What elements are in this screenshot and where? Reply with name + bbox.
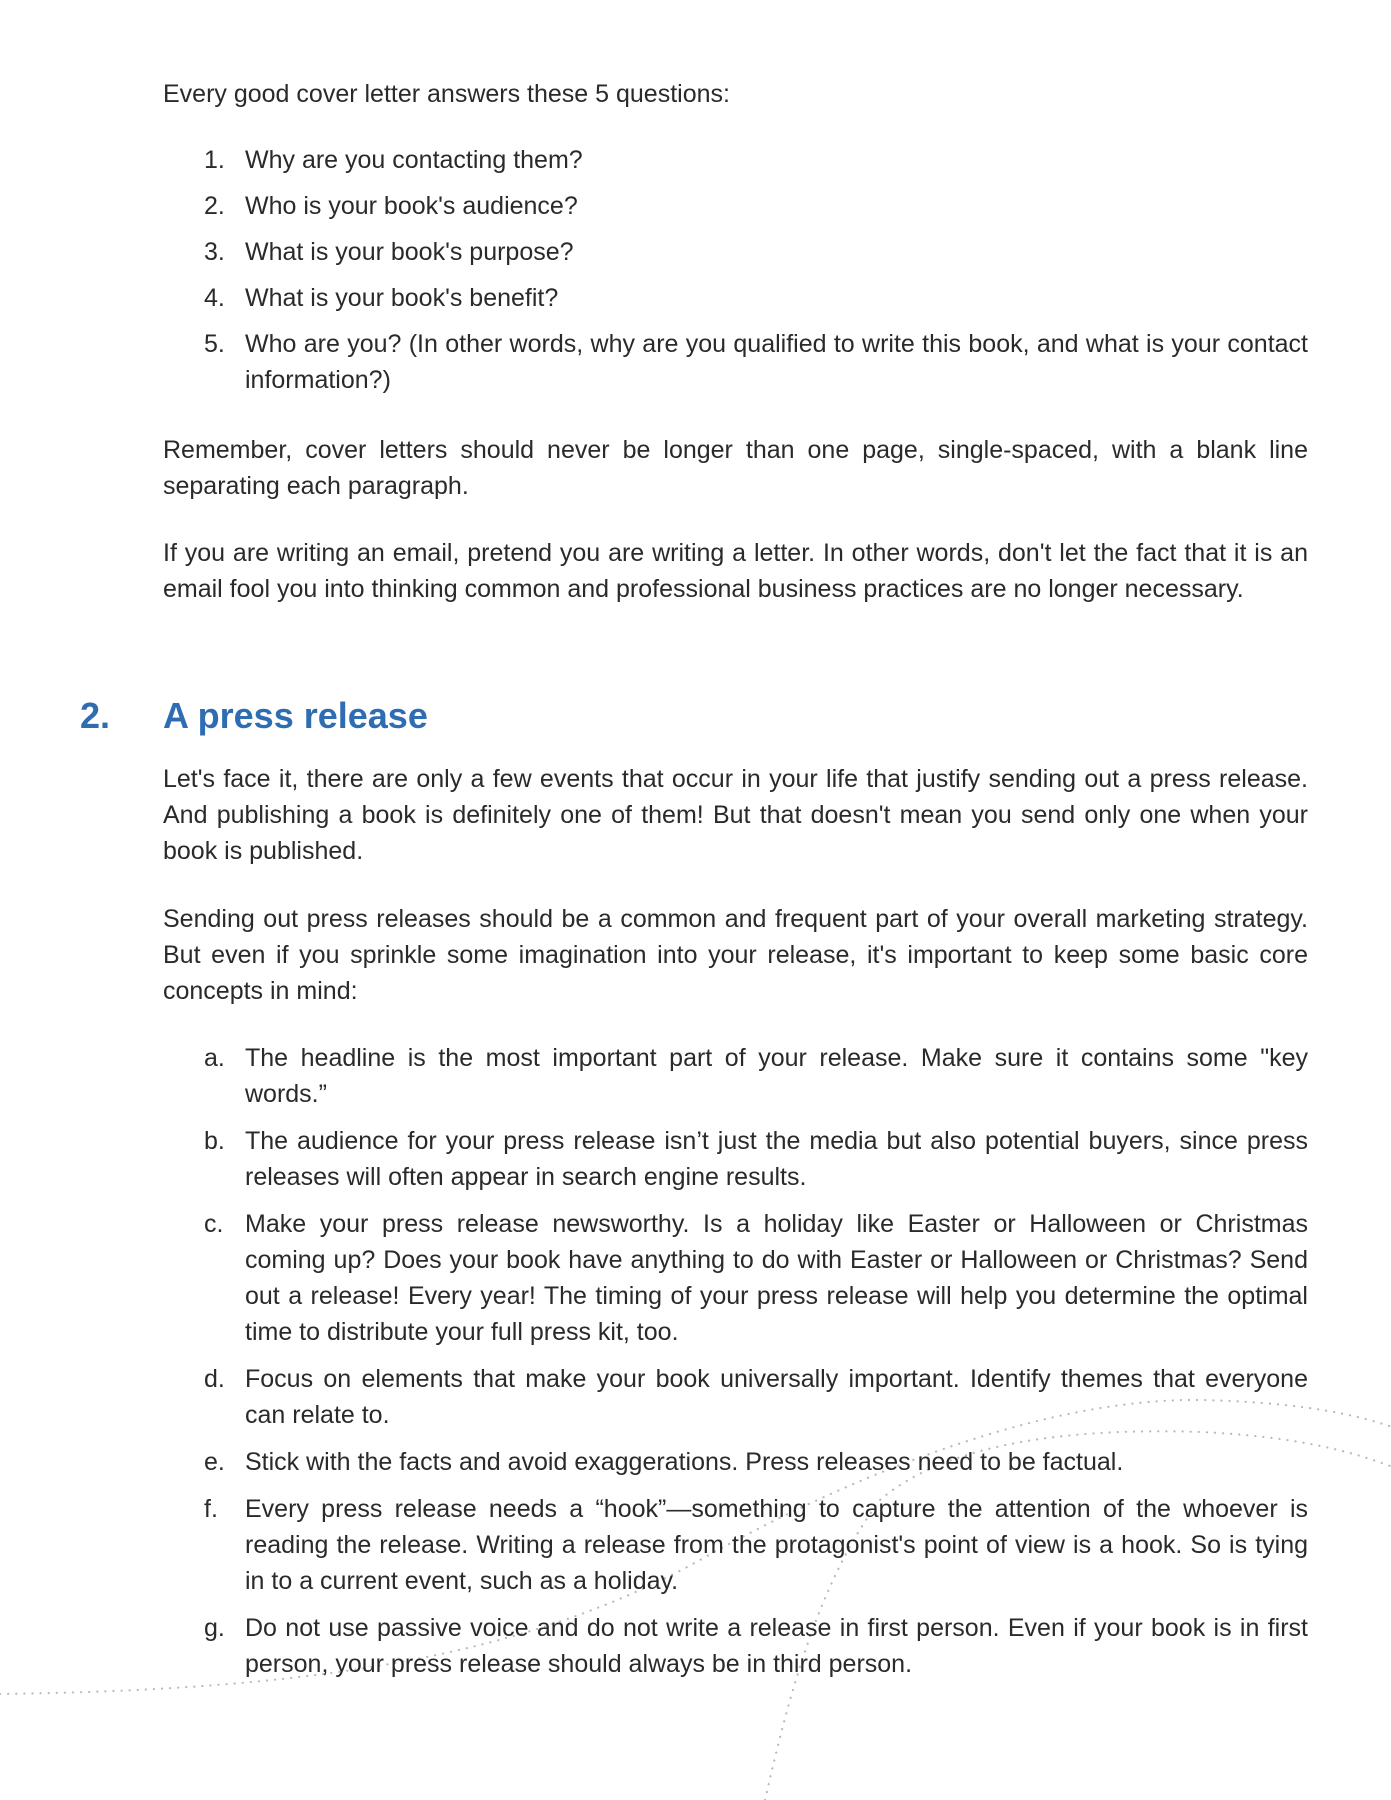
- paragraph: If you are writing an email, pretend you are writing a letter. In other words, don't let the fact that it is an email fool you into thinking common and professional business practices are no longer necessary.: [163, 539, 1308, 603]
- list-marker: 2.: [204, 192, 225, 220]
- list-item-text: Focus on elements that make your book universally important. Identify themes that everyone can relate to.: [245, 1365, 1308, 1429]
- list-marker: e.: [204, 1448, 225, 1476]
- press-release-strategy-paragraph: [163, 901, 1308, 1009]
- list-item-text: The audience for your press release isn’t just the media but also potential buyers, since press releases will often appear in search engine results.: [245, 1127, 1308, 1191]
- list-item: [163, 1123, 1308, 1195]
- list-marker: c.: [204, 1210, 224, 1238]
- list-item: [163, 1491, 1308, 1599]
- section-number: 2.: [80, 695, 111, 736]
- list-marker: g.: [204, 1614, 225, 1642]
- list-marker: 5.: [204, 330, 225, 358]
- list-item: [163, 142, 1308, 178]
- paragraph: Sending out press releases should be a common and frequent part of your overall marketing strategy. But even if you sprinkle some imagination into your release, it's important to keep some basic core concepts in mind:: [163, 905, 1308, 1005]
- list-item-text: Do not use passive voice and do not write a release in first person. Even if your book is in first person, your press release should always be in third person.: [245, 1614, 1308, 1678]
- list-item: [163, 280, 1308, 316]
- list-item: [163, 326, 1308, 398]
- list-marker: a.: [204, 1044, 225, 1072]
- paragraph: Let's face it, there are only a few events that occur in your life that justify sending out a press release. And publishing a book is definitely one of them! But that doesn't mean you send only one when your book is published.: [163, 765, 1308, 865]
- list-item: [163, 1610, 1308, 1682]
- core-concepts-list: [163, 1040, 1308, 1682]
- paragraph: Remember, cover letters should never be longer than one page, single-spaced, with a blank line separating each paragraph.: [163, 436, 1308, 500]
- list-item-text: Why are you contacting them?: [245, 146, 583, 174]
- list-item: [163, 1361, 1308, 1433]
- list-item-text: Stick with the facts and avoid exaggerations. Press releases need to be factual.: [245, 1448, 1124, 1476]
- list-marker: 4.: [204, 284, 225, 312]
- list-marker: 3.: [204, 238, 225, 266]
- email-advice-paragraph: [163, 535, 1308, 607]
- list-item: [163, 1040, 1308, 1112]
- questions-list: [163, 142, 1308, 398]
- list-item: [163, 1444, 1308, 1480]
- list-item-text: What is your book's benefit?: [245, 284, 559, 312]
- section-title: A press release: [163, 695, 428, 736]
- list-marker: 1.: [204, 146, 225, 174]
- list-item-text: The headline is the most important part of your release. Make sure it contains some "key words.”: [245, 1044, 1308, 1108]
- list-item: [163, 1206, 1308, 1350]
- press-release-intro-paragraph: [163, 761, 1308, 869]
- list-item-text: Make your press release newsworthy. Is a holiday like Easter or Halloween or Christmas coming up? Does your book have anything to do with Easter or Halloween or Christmas? Send out a release! Every year! The timing of your press release will help you determine the optimal time to distribute your full press kit, too.: [245, 1210, 1308, 1346]
- cover-letter-length-paragraph: [163, 432, 1308, 504]
- list-marker: d.: [204, 1365, 225, 1393]
- list-item-text: Who is your book's audience?: [245, 192, 578, 220]
- intro-text: [163, 76, 1308, 112]
- list-item-text: Who are you? (In other words, why are you qualified to write this book, and what is your contact information?): [245, 330, 1308, 394]
- list-marker: b.: [204, 1127, 225, 1155]
- list-item-text: What is your book's purpose?: [245, 238, 574, 266]
- list-marker: f.: [204, 1495, 218, 1523]
- intro-paragraph: Every good cover letter answers these 5 questions:: [163, 80, 730, 108]
- list-item-text: Every press release needs a “hook”—something to capture the attention of the whoever is reading the release. Writing a release from the protagonist's point of view is a hook. So is tying in to a current event, such as a holiday.: [245, 1495, 1308, 1595]
- list-item: [163, 188, 1308, 224]
- list-item: [163, 234, 1308, 270]
